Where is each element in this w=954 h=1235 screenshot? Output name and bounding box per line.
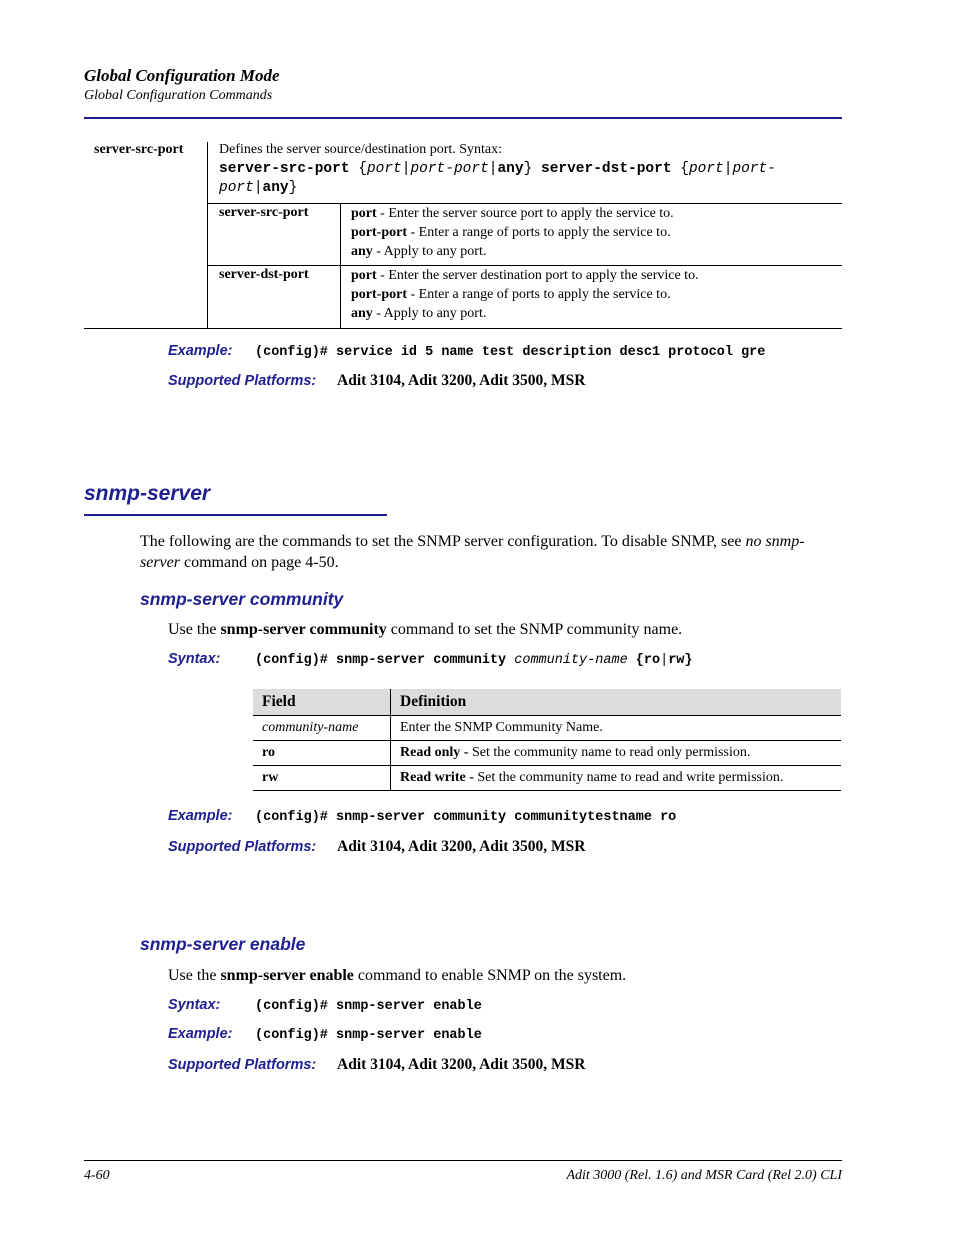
example-label: Example: [168, 343, 233, 359]
table-header-row [253, 689, 841, 716]
example-label: Example: [168, 808, 233, 824]
column-header-field: Field [253, 689, 391, 716]
definition-line: any - Apply to any port. [351, 244, 487, 259]
syntax-code: (config)# snmp-server community community-name {ro|rw} [255, 653, 693, 668]
platforms-label: Supported Platforms: [168, 1057, 317, 1073]
definition-cell: Read only - Set the community name to read only permission. [400, 745, 751, 760]
section-title: snmp-server [84, 482, 211, 505]
definition-cell: Enter the SNMP Community Name. [400, 720, 603, 735]
subsection-description: Use the snmp-server community command to set the SNMP community name. [168, 621, 683, 638]
syntax-code: (config)# snmp-server enable [255, 999, 482, 1014]
document-title: Adit 3000 (Rel. 1.6) and MSR Card (Rel 2.0) CLI [566, 1168, 842, 1183]
syntax-arg: port- [732, 161, 776, 177]
field-cell: rw [253, 766, 391, 791]
example-code: (config)# snmp-server enable [255, 1028, 482, 1043]
table-row [253, 766, 841, 791]
platforms-label: Supported Platforms: [168, 839, 317, 855]
subsection-title: snmp-server enable [140, 934, 306, 954]
sub-row-label: server-src-port [219, 205, 309, 220]
platforms-value: Adit 3104, Adit 3200, Adit 3500, MSR [337, 1056, 586, 1073]
syntax-cmd: server-dst-port [541, 161, 672, 177]
platforms-label: Supported Platforms: [168, 373, 317, 389]
table-rule [84, 328, 842, 329]
syntax-brace: } [288, 180, 298, 196]
top-table-divider [207, 142, 208, 328]
definition-line: port - Enter the server source port to apply the service to. [351, 206, 674, 221]
chapter-subtitle: Global Configuration Commands [84, 88, 273, 103]
syntax-any: any [497, 161, 524, 177]
platforms-value: Adit 3104, Adit 3200, Adit 3500, MSR [337, 372, 586, 389]
field-cell: community-name [253, 716, 391, 741]
syntax-brace: { [349, 161, 367, 177]
syntax-label: Syntax: [168, 651, 221, 667]
syntax-sep: | [401, 161, 411, 177]
table-row [253, 716, 841, 741]
syntax-brace: { [671, 161, 689, 177]
example-code: (config)# snmp-server community communitytestname ro [255, 810, 677, 825]
section-title-rule [84, 514, 387, 516]
subsection-title: snmp-server community [140, 589, 344, 609]
syntax-brace: } [523, 161, 541, 177]
definition-cell: Read write - Set the community name to read and write permission. [400, 770, 784, 785]
syntax-cmd: server-src-port [219, 161, 350, 177]
example-label: Example: [168, 1026, 233, 1042]
field-cell: ro [253, 741, 391, 766]
syntax-sep: | [723, 161, 733, 177]
subsection-description: Use the snmp-server enable command to enable SNMP on the system. [168, 967, 627, 984]
syntax-label: Syntax: [168, 997, 221, 1013]
syntax-arg: port [688, 161, 724, 177]
syntax-arg: port [219, 180, 254, 196]
section-intro: The following are the commands to set the SNMP server configuration. To disable SNMP, see no snmp- server command on page 4-50. [140, 533, 805, 571]
sub-row-definition [351, 204, 674, 261]
field-definition-table [253, 689, 841, 791]
platforms-value: Adit 3104, Adit 3200, Adit 3500, MSR [337, 838, 586, 855]
definition-line: port-port - Enter a range of ports to apply the service to. [351, 287, 671, 302]
top-table-syntax [219, 160, 829, 198]
table-row [253, 741, 841, 766]
syntax-arg: port [366, 161, 402, 177]
top-table-description: Defines the server source/destination port. Syntax: [219, 142, 503, 157]
syntax-arg: port-port [410, 161, 489, 177]
sub-row-label: server-dst-port [219, 267, 309, 282]
header-rule [84, 117, 842, 119]
syntax-sep: | [253, 180, 263, 196]
definition-line: port - Enter the server destination port to apply the service to. [351, 268, 699, 283]
definition-line: port-port - Enter a range of ports to apply the service to. [351, 225, 671, 240]
page-number: 4-60 [84, 1168, 110, 1183]
syntax-sep: | [488, 161, 498, 177]
sub-row-definition [351, 266, 699, 323]
definition-line: any - Apply to any port. [351, 306, 487, 321]
table-divider [340, 203, 341, 328]
column-header-definition: Definition [391, 689, 842, 716]
footer-rule [84, 1160, 842, 1161]
syntax-any: any [262, 180, 289, 196]
example-code: (config)# service id 5 name test description desc1 protocol gre [255, 345, 766, 360]
top-table-label: server-src-port [94, 142, 184, 157]
chapter-title: Global Configuration Mode [84, 66, 280, 85]
